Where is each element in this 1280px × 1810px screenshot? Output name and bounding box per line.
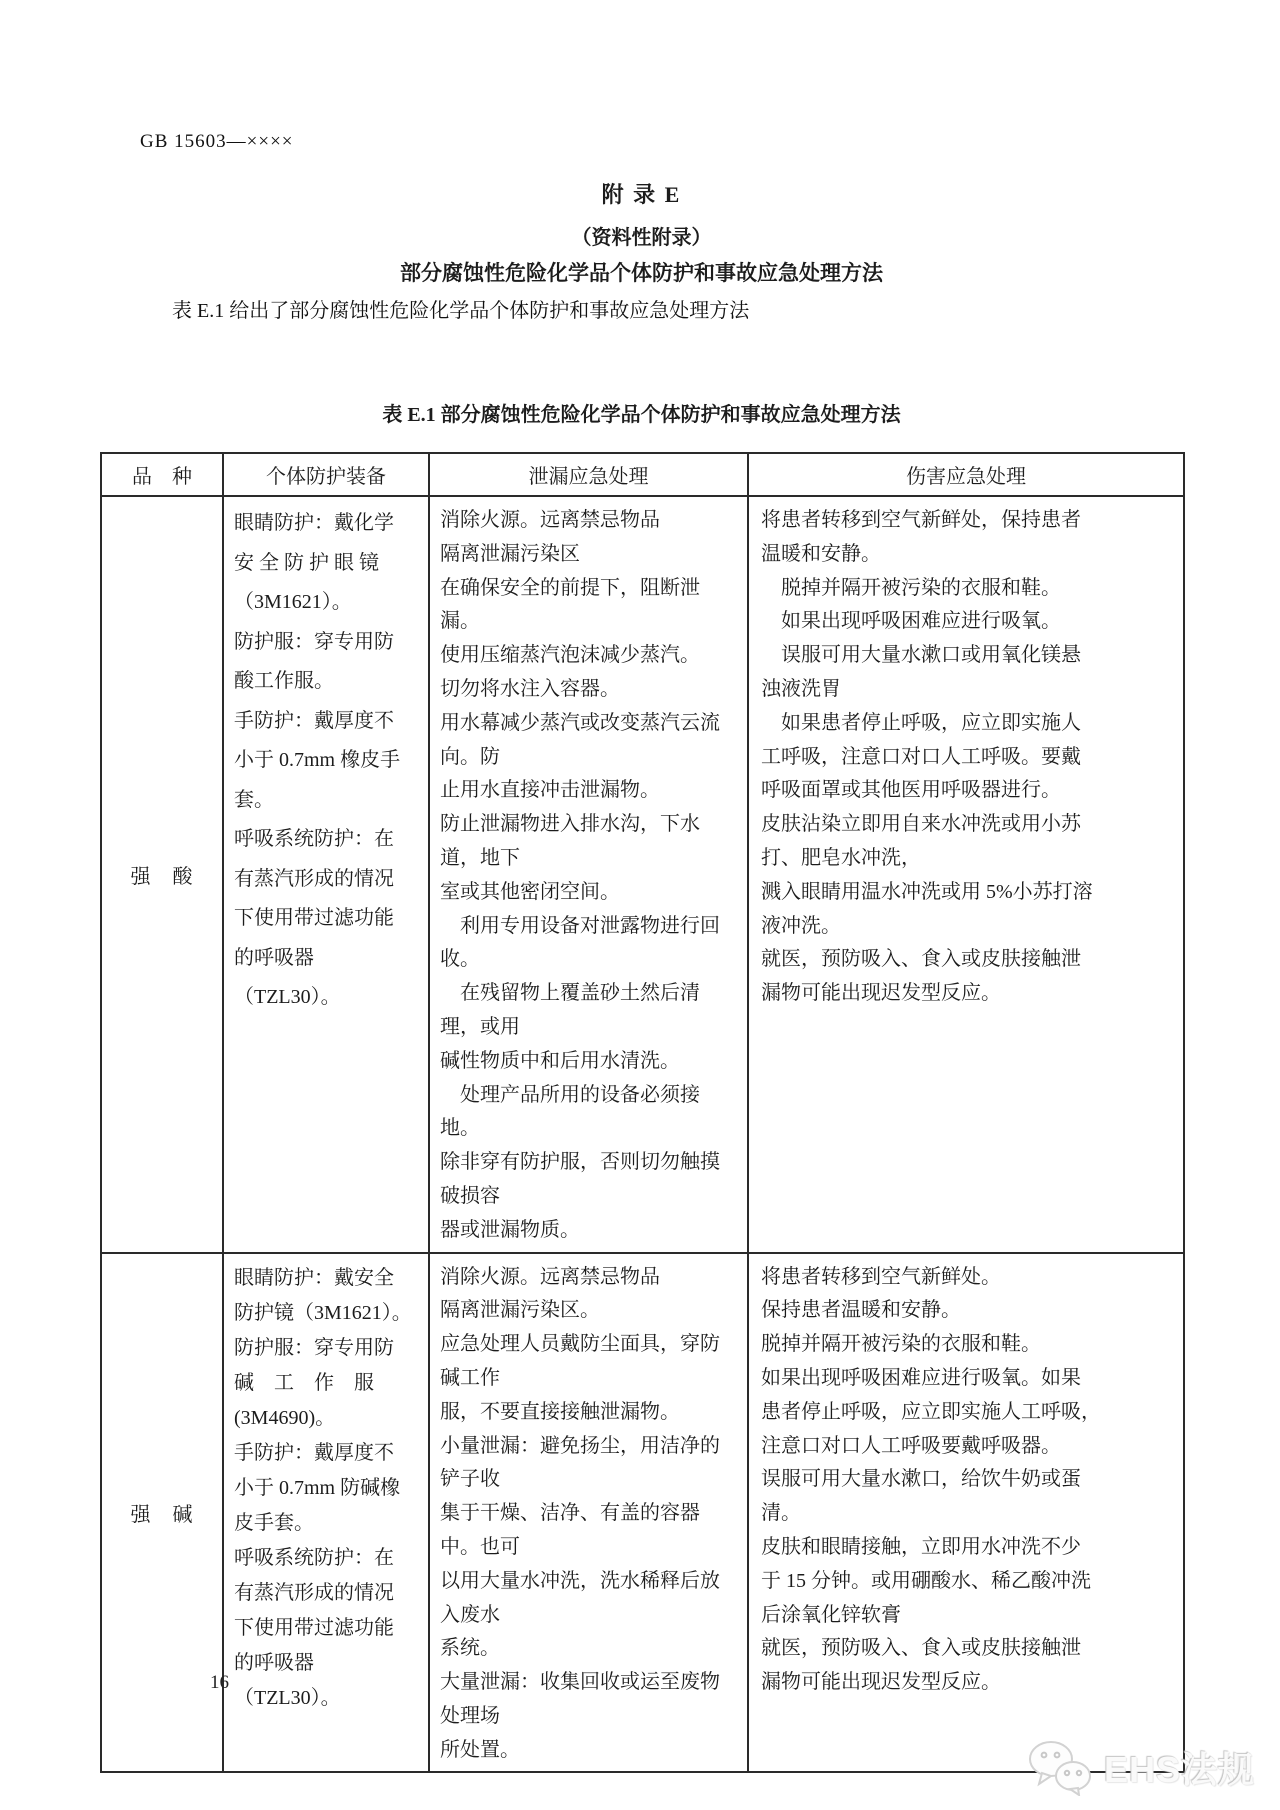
cell-line: 碱 工 作 服 xyxy=(234,1371,374,1394)
cell-line: 碱性物质中和后用水清洗。 xyxy=(440,1049,680,1072)
cell-line: 手防护：戴厚度不 xyxy=(234,709,394,732)
leak-cell-acid xyxy=(429,496,748,1253)
col-header-injury: 伤害应急处理 xyxy=(748,453,1184,496)
cell-line: 除非穿有防护服，否则切勿触摸破损容 xyxy=(440,1151,720,1207)
cell-line: 保持患者温暖和安静。 xyxy=(761,1299,961,1322)
cell-line: 呼吸系统防护：在 xyxy=(234,1546,394,1569)
cell-line: (3M4690)。 xyxy=(234,1406,336,1429)
cell-line: 漏物可能出现迟发型反应。 xyxy=(761,1671,1001,1694)
cell-line: 切勿将水注入容器。 xyxy=(440,677,620,700)
cell-line: 皮手套。 xyxy=(234,1511,314,1534)
cell-line: 误服可用大量水漱口或用氧化镁悬 xyxy=(761,644,1081,667)
protection-methods-table xyxy=(100,452,1185,1773)
cell-line: 消除火源。远离禁忌物品 xyxy=(440,509,660,531)
ppe-cell-alkali xyxy=(223,1253,429,1773)
col-header-ppe: 个体防护装备 xyxy=(223,453,429,496)
watermark xyxy=(1026,1738,1255,1796)
cell-line: 系统。 xyxy=(440,1637,500,1660)
wechat-logo-icon xyxy=(1026,1738,1096,1796)
cell-line: 患者停止呼吸，应立即实施人工呼吸， xyxy=(761,1400,1101,1423)
cell-line: （3M1621）。 xyxy=(234,591,352,613)
cell-line: 下使用带过滤功能 xyxy=(234,1616,394,1639)
cell-line: 小于 0.7mm 防碱橡 xyxy=(234,1476,401,1499)
cell-line: 套。 xyxy=(234,788,274,811)
col-header-leak: 泄漏应急处理 xyxy=(429,453,748,496)
cell-line: 就医，预防吸入、食入或皮肤接触泄 xyxy=(761,1637,1081,1660)
cell-line: 温暖和安静。 xyxy=(761,542,881,565)
cell-line: 如果患者停止呼吸，应立即实施人 xyxy=(761,711,1081,734)
cell-line: 的呼吸器（TZL30）。 xyxy=(234,1651,341,1709)
cell-line: 防护镜（3M1621）。 xyxy=(234,1301,412,1324)
cell-line: 将患者转移到空气新鲜处，保持患者 xyxy=(761,509,1081,531)
cell-line: 使用压缩蒸汽泡沫减少蒸汽。 xyxy=(440,644,700,667)
cell-line: 就医，预防吸入、食入或皮肤接触泄 xyxy=(761,948,1081,971)
cell-line: 如果出现呼吸困难应进行吸氧。如果 xyxy=(761,1366,1081,1389)
cell-line: 注意口对口人工呼吸要戴呼吸器。 xyxy=(761,1434,1061,1457)
cell-line: 在残留物上覆盖砂土然后清理，或用 xyxy=(440,982,700,1038)
cell-line: 以用大量水冲洗，洗水稀释后放入废水 xyxy=(440,1569,720,1626)
cell-line: 眼睛防护：戴化学 xyxy=(234,512,394,534)
cell-line: 集于干燥、洁净、有盖的容器中。也可 xyxy=(440,1502,700,1558)
cell-line: 误服可用大量水漱口，给饮牛奶或蛋 xyxy=(761,1468,1081,1491)
cell-line: 皮肤和眼睛接触，立即用水冲洗不少 xyxy=(761,1535,1081,1558)
page-number: 16 xyxy=(210,1672,229,1693)
cell-line: 手防护：戴厚度不 xyxy=(234,1441,394,1464)
cell-line: 应急处理人员戴防尘面具，穿防碱工作 xyxy=(440,1333,720,1389)
cell-line: 眼睛防护：戴安全 xyxy=(234,1266,394,1289)
cell-line: 下使用带过滤功能 xyxy=(234,907,394,929)
cell-line: 有蒸汽形成的情况 xyxy=(234,867,394,890)
cell-line: 溅入眼睛用温水冲洗或用 5%小苏打溶 xyxy=(761,880,1093,903)
injury-cell-acid xyxy=(748,496,1184,1253)
cell-line: 清。 xyxy=(761,1502,801,1525)
cell-line: 止用水直接冲击泄漏物。 xyxy=(440,779,660,802)
cell-line: 后涂氧化锌软膏 xyxy=(761,1603,901,1626)
cell-line: 呼吸面罩或其他医用呼吸器进行。 xyxy=(761,779,1061,802)
watermark-text: EHS法规 xyxy=(1104,1748,1256,1790)
appendix-title: 附 录 E xyxy=(601,182,682,207)
cell-line: 呼吸系统防护：在 xyxy=(234,828,394,850)
cell-line: 室或其他密闭空间。 xyxy=(440,880,620,903)
cell-line: 服，不要直接接触泄漏物。 xyxy=(440,1400,680,1423)
cell-line: 脱掉并隔开被污染的衣服和鞋。 xyxy=(761,576,1061,599)
injury-cell-alkali xyxy=(748,1253,1184,1773)
cell-line: 隔离泄漏污染区。 xyxy=(440,1299,600,1322)
cell-line: 利用专用设备对泄露物进行回收。 xyxy=(440,914,720,971)
cell-line: 小量泄漏：避免扬尘，用洁净的铲子收 xyxy=(440,1434,720,1491)
table-header-row xyxy=(101,453,1184,496)
cell-line: 漏物可能出现迟发型反应。 xyxy=(761,982,1001,1005)
table-row-strong-alkali xyxy=(101,1253,1184,1773)
cell-line: 工呼吸，注意口对口人工呼吸。要戴 xyxy=(761,745,1081,768)
cell-line: 打、肥皂水冲洗， xyxy=(761,846,921,869)
cell-line: 隔离泄漏污染区 xyxy=(440,542,580,565)
leak-cell-alkali xyxy=(429,1253,748,1773)
species-cell-alkali: 强 碱 xyxy=(101,1253,223,1773)
appendix-heading: 部分腐蚀性危险化学品个体防护和事故应急处理方法 xyxy=(400,261,883,285)
cell-line: 将患者转移到空气新鲜处。 xyxy=(761,1265,1001,1288)
intro-text: 表 E.1 给出了部分腐蚀性危险化学品个体防护和事故应急处理方法 xyxy=(172,300,750,322)
cell-line: 大量泄漏：收集回收或运至废物处理场 xyxy=(440,1671,720,1727)
cell-line: 所处置。 xyxy=(440,1738,520,1761)
cell-line: 小于 0.7mm 橡皮手 xyxy=(234,749,401,771)
cell-line: 安 全 防 护 眼 镜 xyxy=(234,551,379,574)
cell-line: 防止泄漏物进入排水沟，下水道，地下 xyxy=(440,813,700,869)
standard-number: GB 15603—×××× xyxy=(140,131,294,152)
cell-line: 有蒸汽形成的情况 xyxy=(234,1581,394,1604)
cell-line: 如果出现呼吸困难应进行吸氧。 xyxy=(761,610,1061,633)
cell-line: 防护服：穿专用防 xyxy=(234,630,394,653)
cell-line: 在确保安全的前提下，阻断泄漏。 xyxy=(440,576,700,633)
appendix-subtitle: （资料性附录） xyxy=(571,227,712,249)
col-header-species: 品 种 xyxy=(101,453,223,496)
species-cell-acid: 强 酸 xyxy=(101,496,223,1253)
cell-line: 酸工作服。 xyxy=(234,670,334,692)
cell-line: 脱掉并隔开被污染的衣服和鞋。 xyxy=(761,1333,1041,1356)
ppe-cell-acid xyxy=(223,496,429,1253)
cell-line: 防护服：穿专用防 xyxy=(234,1336,394,1359)
cell-line: 器或泄漏物质。 xyxy=(440,1218,580,1241)
cell-line: 液冲洗。 xyxy=(761,914,841,937)
cell-line: 的呼吸器（TZL30）。 xyxy=(234,946,341,1008)
cell-line: 消除火源。远离禁忌物品 xyxy=(440,1265,660,1288)
table-caption: 表 E.1 部分腐蚀性危险化学品个体防护和事故应急处理方法 xyxy=(382,404,901,426)
cell-line: 用水幕减少蒸汽或改变蒸汽云流向。防 xyxy=(440,711,720,768)
cell-line: 皮肤沾染立即用自来水冲洗或用小苏 xyxy=(761,813,1081,836)
cell-line: 处理产品所用的设备必须接地。 xyxy=(440,1083,700,1140)
cell-line: 浊液洗胃 xyxy=(761,677,841,700)
cell-line: 于 15 分钟。或用硼酸水、稀乙酸冲洗 xyxy=(761,1569,1091,1592)
table-row-strong-acid xyxy=(101,496,1184,1253)
